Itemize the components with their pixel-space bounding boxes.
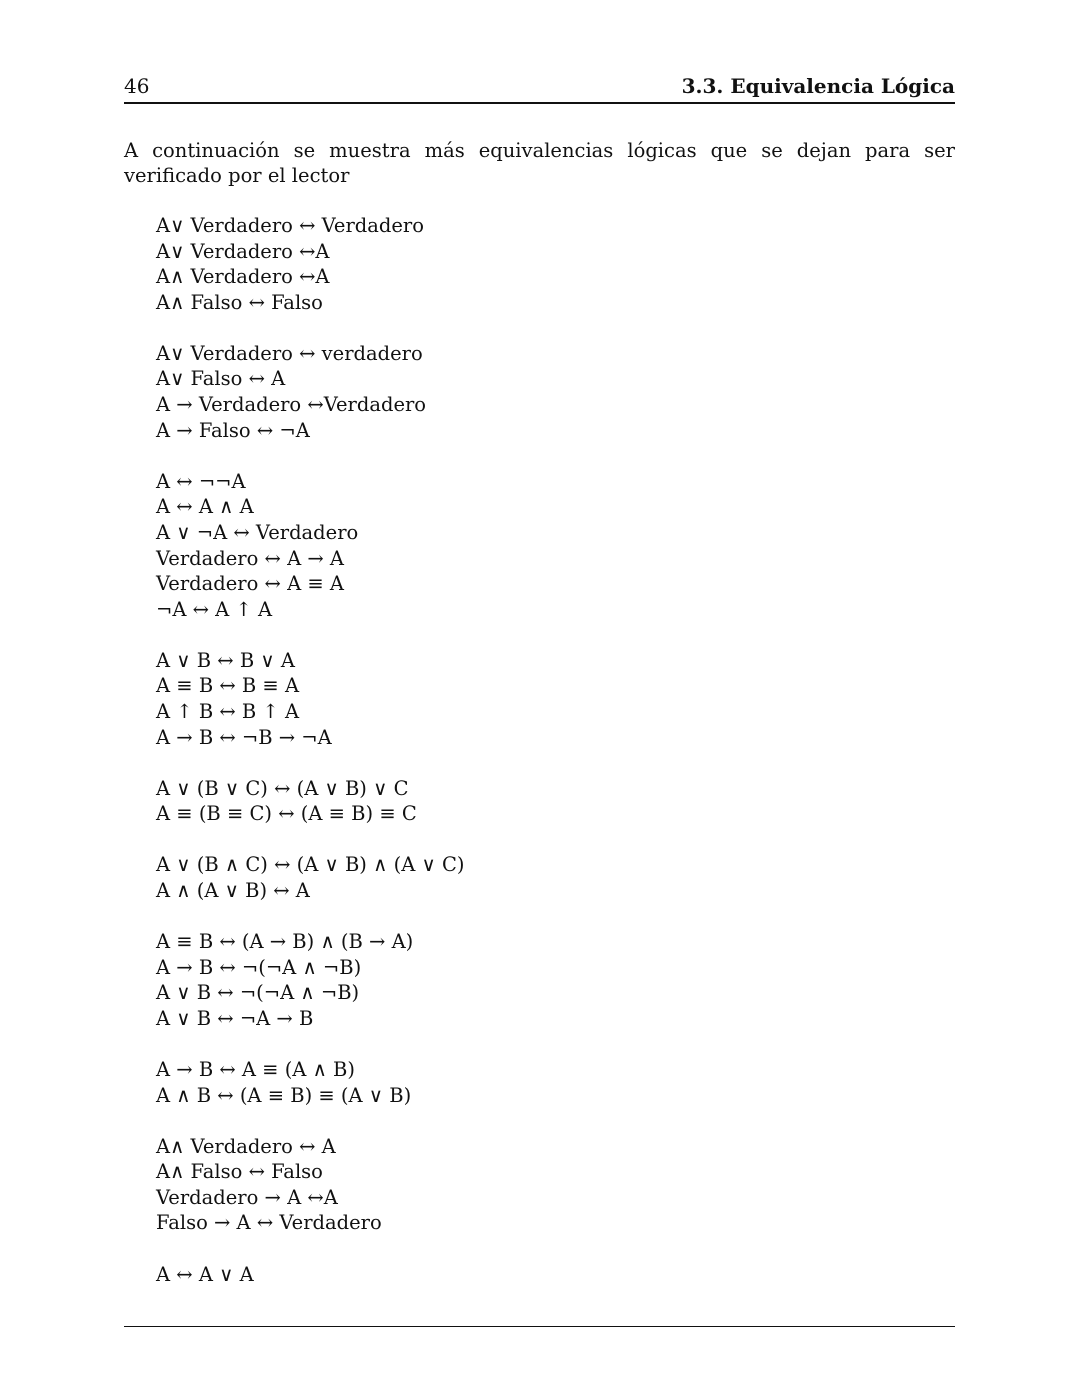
equivalence-line: A ≡ B ↔ (A → B) ∧ (B → A) (156, 930, 414, 954)
equivalence-group (156, 213, 936, 315)
equivalence-group (156, 469, 936, 623)
equivalence-line: A ∨ ¬A ↔ Verdadero (156, 520, 359, 544)
equivalence-line: A∨ Verdadero ↔ verdadero (156, 341, 423, 365)
equivalence-line: ¬A ↔ A ↑ A (156, 597, 273, 621)
equivalence-line: A → B ↔ ¬B → ¬A (156, 725, 332, 749)
equivalence-line: A ∨ (B ∧ C) ↔ (A ∨ B) ∧ (A ∨ C) (156, 853, 465, 877)
page-number: 46 (124, 74, 150, 98)
equivalence-line: A∧ Falso ↔ Falso (156, 1160, 323, 1184)
equivalence-line: A ↑ B ↔ B ↑ A (156, 700, 300, 723)
equivalence-line: A∧ Verdadero ↔A (156, 265, 330, 289)
equivalence-group (156, 852, 936, 903)
equivalence-line: A∧ Verdadero ↔ A (156, 1134, 336, 1158)
equivalence-line: Falso → A ↔ Verdadero (156, 1211, 382, 1235)
footer-rule (124, 1326, 955, 1327)
equivalence-line: A ∧ (A ∨ B) ↔ A (156, 878, 310, 902)
equivalence-line: A → Verdadero ↔Verdadero (156, 393, 427, 417)
equivalence-line: Verdadero → A ↔A (156, 1185, 338, 1209)
equivalence-group (156, 1057, 936, 1108)
equivalence-group (156, 341, 936, 443)
equivalence-line: A ∨ (B ∨ C) ↔ (A ∨ B) ∨ C (156, 776, 409, 800)
equivalence-line: A ∨ B ↔ ¬(¬A ∧ ¬B) (156, 981, 360, 1005)
equivalence-line: A∨ Falso ↔ A (156, 367, 286, 391)
equivalence-line: A ∨ B ↔ ¬A → B (156, 1006, 314, 1030)
equivalence-group (156, 1262, 936, 1288)
section-title: 3.3. Equivalencia Lógica (681, 74, 955, 98)
equivalence-line: A → B ↔ ¬(¬A ∧ ¬B) (156, 955, 362, 979)
equivalence-line: A ≡ B ↔ B ≡ A (156, 674, 300, 698)
equivalence-line: A ≡ (B ≡ C) ↔ (A ≡ B) ≡ C (156, 802, 417, 826)
page-header (124, 72, 955, 104)
equivalence-line: A → B ↔ A ≡ (A ∧ B) (156, 1057, 355, 1081)
equivalence-line: A ↔ ¬¬A (156, 469, 246, 493)
equivalence-line: A ↔ A ∨ A (156, 1262, 254, 1286)
equivalence-group (156, 776, 936, 827)
equivalence-line: A∨ Verdadero ↔ Verdadero (156, 214, 424, 237)
equivalence-line: A∧ Falso ↔ Falso (156, 290, 323, 314)
equivalence-line: A → Falso ↔ ¬A (156, 418, 310, 442)
equivalence-group (156, 648, 936, 750)
equivalence-line: A ∨ B ↔ B ∨ A (156, 648, 295, 672)
equivalence-group (156, 929, 936, 1031)
equivalence-line: A ↔ A ∧ A (156, 495, 254, 519)
equivalence-line: A ∧ B ↔ (A ≡ B) ≡ (A ∨ B) (156, 1083, 412, 1107)
equivalence-line: A∨ Verdadero ↔A (156, 239, 330, 263)
intro-paragraph: A continuación se muestra más equivalencias lógicas que se dejan para ser verificado por el lector (124, 139, 955, 187)
equivalence-line: Verdadero ↔ A ≡ A (156, 572, 344, 596)
equivalence-group (156, 1134, 936, 1236)
equivalence-line: Verdadero ↔ A → A (156, 546, 344, 570)
equivalence-list (156, 213, 936, 1313)
